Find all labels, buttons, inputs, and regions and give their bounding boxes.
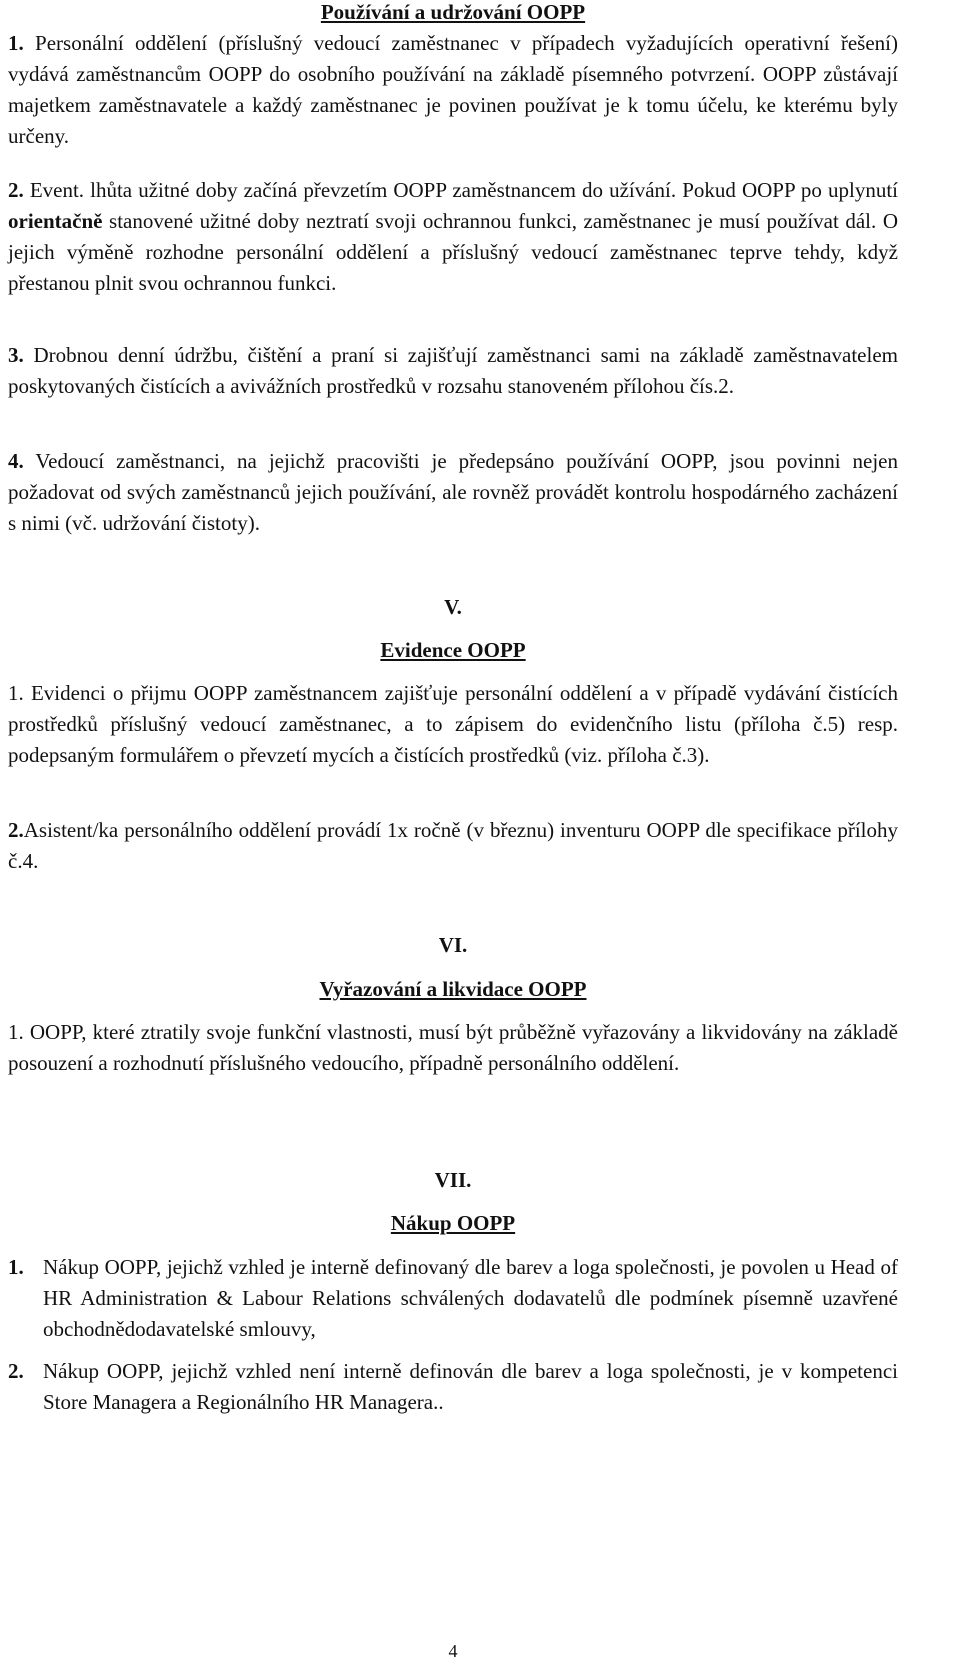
paragraph-text: stanovené užitné doby neztratí svoji ochrannou funkci, zaměstnanec je musí používat dál. O jejich výměně rozhodne personální oddělení a příslušný vedoucí zaměstnanec teprve tehdy, když přestanou plnit svou ochrannou funkci. xyxy=(8,209,898,295)
paragraph-text: Asistent/ka personálního oddělení provádí 1x ročně (v březnu) inventuru OOPP dle specifikace přílohy č.4. xyxy=(8,818,898,873)
usage-paragraph-4 xyxy=(8,446,898,539)
paragraph-number: 3. xyxy=(8,343,24,367)
evidence-paragraph-1 xyxy=(8,678,898,771)
usage-paragraph-2 xyxy=(8,175,898,299)
section-title-purchase: Nákup OOPP xyxy=(390,1211,516,1235)
usage-paragraph-1 xyxy=(8,28,898,152)
item-text: Nákup OOPP, jejichž vzhled není interně definován dle barev a loga společnosti, je v kompetenci Store Managera a Regionálního HR Managera.. xyxy=(43,1359,898,1414)
paragraph-number: 1. xyxy=(8,1020,24,1044)
paragraph-text: Personální oddělení (příslušný vedoucí zaměstnanec v případech vyžadujících operativní řešení) vydává zaměstnancům OOPP do osobního používání na základě písemného potvrzení. OOPP zůstávají majetkem zaměstnavatele a každý zaměstnanec je povinen používat je k tomu účelu, ke kterému byly určeny. xyxy=(8,31,899,148)
paragraph-text: Vedoucí zaměstnanci, na jejichž pracovišti je předepsáno používání OOPP, jsou povinni nejen požadovat od svých zaměstnanců jejich používání, ale rovněž provádět kontrolu hospodárného zacházení s nimi (vč. udržování čistoty). xyxy=(8,449,898,535)
purchase-item-2 xyxy=(8,1356,898,1418)
item-text: Nákup OOPP, jejichž vzhled je interně definovaný dle barev a loga společnosti, je povolen u Head of HR Administration & Labour Relations schválených dodavatelů dle podmínek písemně uzavřené obchodnědodavatelské smlouvy, xyxy=(43,1255,898,1341)
paragraph-text: Drobnou denní údržbu, čištění a praní si zajišťují zaměstnanci sami na základě zaměstnavatelem poskytovaných čistících a avivážních prostředků v rozsahu stanoveném přílohou čís.2. xyxy=(8,343,898,398)
section-title-usage: Používání a udržování OOPP xyxy=(320,0,586,24)
section-number-vi: VI. xyxy=(438,933,468,957)
paragraph-number: 1. xyxy=(8,31,24,55)
paragraph-number: 2. xyxy=(8,818,24,842)
item-number: 2. xyxy=(8,1359,24,1383)
paragraph-number: 1. xyxy=(8,681,24,705)
paragraph-number: 4. xyxy=(8,449,24,473)
purchase-item-1 xyxy=(8,1252,898,1345)
paragraph-number: 2. xyxy=(8,178,24,202)
paragraph-text: Evidenci o přijmu OOPP zaměstnancem zajišťuje personální oddělení a v případě vydávání čistících prostředků příslušný vedoucí zaměstnanec, a to zápisem do evidenčního listu (příloha č.5) resp. podepsaným formulářem o převzetí mycích a čistících prostředků (viz. příloha č.3). xyxy=(8,681,899,767)
item-number: 1. xyxy=(8,1255,24,1279)
section-number-vii: VII. xyxy=(434,1168,472,1192)
paragraph-text: Event. lhůta užitné doby začíná převzetím OOPP zaměstnancem do užívání. Pokud OOPP po uplynutí xyxy=(29,178,899,202)
paragraph-text: OOPP, které ztratily svoje funkční vlastnosti, musí být průběžně vyřazovány a likvidovány na základě posouzení a rozhodnutí příslušného vedoucího, případně personálního oddělení. xyxy=(8,1020,898,1075)
evidence-paragraph-2 xyxy=(8,815,898,877)
disposal-paragraph-1 xyxy=(8,1017,898,1079)
usage-paragraph-3 xyxy=(8,340,898,402)
document-page xyxy=(8,0,898,1673)
page-number: 4 xyxy=(448,1641,458,1661)
section-title-disposal: Vyřazování a likvidace OOPP xyxy=(319,977,587,1001)
section-number-v: V. xyxy=(444,595,462,619)
emphasis-word: orientačně xyxy=(8,209,103,233)
section-title-evidence: Evidence OOPP xyxy=(380,638,526,662)
